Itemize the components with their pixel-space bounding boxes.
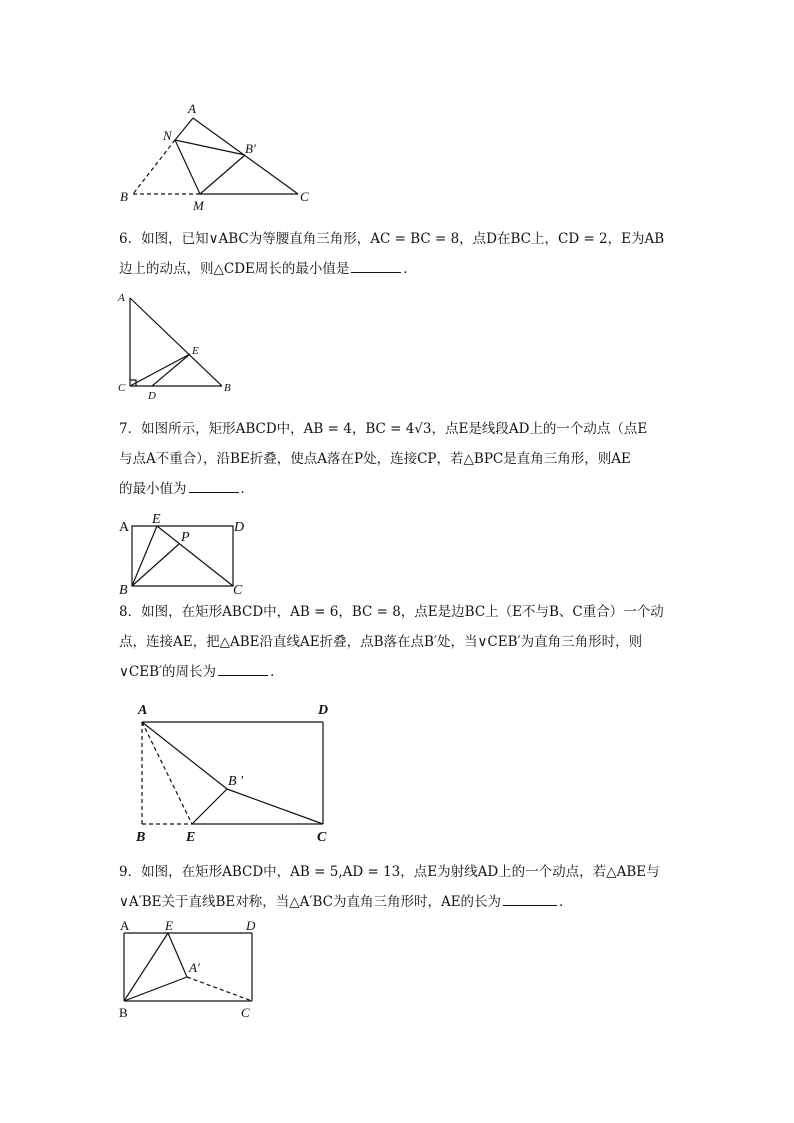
label-e: E [152, 512, 161, 527]
question-9 [119, 857, 679, 917]
label-c: C [241, 1005, 250, 1020]
label-b: B [119, 583, 128, 598]
question-8 [119, 597, 679, 687]
question-7-line-1 [119, 414, 679, 444]
answer-blank[interactable] [503, 891, 557, 906]
label-a: A [138, 703, 148, 718]
label-a-prime: A′ [189, 960, 200, 975]
label-d: D [234, 520, 245, 535]
label-c: C [300, 189, 309, 204]
label-e: E [186, 830, 196, 845]
label-d: D [148, 390, 156, 402]
label-a: A [119, 520, 130, 535]
label-b-prime: B ′ [228, 774, 244, 789]
label-e: E [192, 345, 199, 357]
question-text: 边上的动点，则△CDE周长的最小值是 [119, 261, 350, 277]
question-text: ∨A′BE关于直线BE对称，当△A′BC为直角三角形时，AE的长为 [119, 894, 502, 910]
question-number: 9． [119, 864, 142, 880]
question-8-line-3 [119, 657, 679, 687]
label-d: D [246, 918, 256, 933]
answer-blank[interactable] [351, 258, 401, 273]
question-text: 如图所示，矩形ABCD中，AB = 4，BC = 4√3，点E是线段AD上的一个动点（点E [141, 421, 648, 437]
label-a: A [120, 918, 130, 933]
label-b: B [136, 830, 146, 845]
label-a: A [188, 101, 196, 116]
figure-folded-triangle [110, 100, 320, 215]
question-7-line-3 [119, 474, 679, 504]
question-8-line-1 [119, 597, 679, 627]
question-text: 点，连接AE，把△ABE沿直线AE折叠，点B落在点B′处，当∨CEB′为直角三角形时，则 [119, 634, 643, 650]
question-6-line-2 [119, 254, 679, 284]
figure-rectangle-reflection-a-prime [112, 915, 262, 1025]
question-9-line-1 [119, 857, 679, 887]
question-text: ． [270, 664, 284, 680]
label-b: B [224, 382, 231, 394]
label-c: C [233, 583, 243, 598]
label-d: D [318, 703, 329, 718]
label-b-prime: B′ [245, 141, 256, 156]
label-n: N [163, 128, 172, 143]
question-text: 如图，已知∨ABC为等腰直角三角形，AC = BC = 8，点D在BC上，CD = 2，E为AB [141, 231, 665, 247]
question-6 [119, 224, 679, 284]
label-c: C [118, 382, 126, 394]
question-number: 7． [119, 421, 142, 437]
question-8-line-2 [119, 627, 679, 657]
question-7-line-2 [119, 444, 679, 474]
answer-blank[interactable] [189, 478, 239, 493]
label-b: B [119, 1005, 128, 1020]
figure-isosceles-right-triangle [110, 288, 240, 406]
question-number: 6． [119, 231, 142, 247]
question-text: ． [559, 894, 573, 910]
label-p: P [181, 530, 190, 545]
question-text: 如图，在矩形ABCD中，AB = 6，BC = 8，点E是边BC上（E不与B、C重合）一个动 [141, 604, 664, 620]
question-text: ． [240, 481, 254, 497]
label-e: E [165, 918, 173, 933]
question-7 [119, 414, 679, 504]
label-m: M [193, 198, 204, 213]
figure-rectangle-fold-p [112, 512, 252, 596]
figure-rectangle-fold-b-prime [130, 698, 340, 846]
question-text: ∨CEB′的周长为 [119, 664, 217, 680]
label-b: B [120, 189, 128, 204]
question-text: 如图，在矩形ABCD中，AB = 5,AD = 13，点E为射线AD上的一个动点，若△ABE与 [141, 864, 660, 880]
question-text: 的最小值为 [119, 481, 187, 497]
question-text: ． [403, 261, 417, 277]
answer-blank[interactable] [218, 661, 268, 676]
label-c: C [317, 830, 327, 845]
question-number: 8． [119, 604, 142, 620]
label-a: A [118, 292, 125, 304]
question-9-line-2 [119, 887, 679, 917]
question-text: 与点A不重合），沿BE折叠，使点A落在P处，连接CP，若△BPC是直角三角形，则AE [119, 451, 631, 467]
question-6-line-1 [119, 224, 679, 254]
